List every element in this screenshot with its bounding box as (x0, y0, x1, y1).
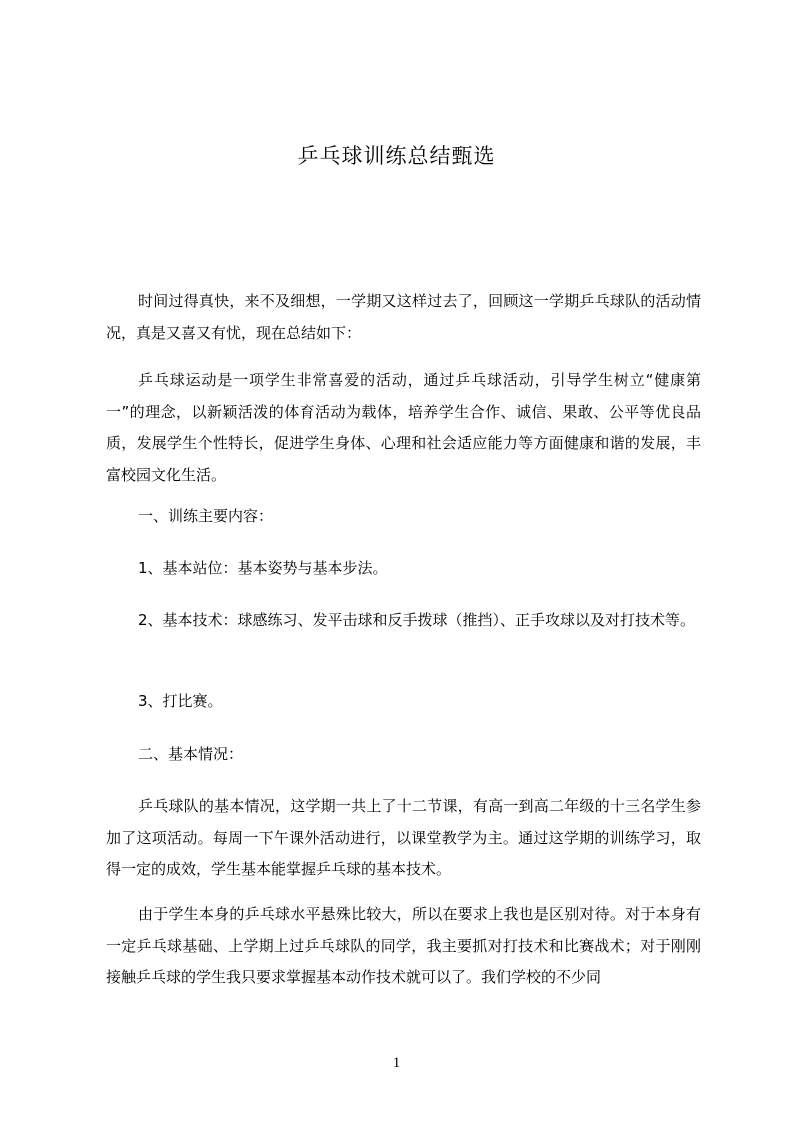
document-title: 乒乓球训练总结甄选 (297, 144, 496, 168)
training-item-match-play: 3、打比赛。 (138, 692, 223, 710)
training-item-basic-technique: 2、基本技术：球感练习、发平击球和反手拨球（推挡）、正手攻球以及对打技术等。 (138, 611, 696, 629)
purpose-paragraph: 乒乓球运动是一项学生非常喜爱的活动，通过乒乓球活动，引导学生树立“健康第一”的理念，以新颖活泼的体育活动为载体，培养学生合作、诚信、果敢、公平等优良品质，发展学生个性特长，促进学生身体、心理和社会适应能力等方面健康和谐的发展，丰富校园文化生活。 (106, 371, 701, 484)
intro-paragraph: 时间过得真快，来不及细想，一学期又这样过去了，回顾这一学期乒乓球队的活动情况，真是又喜又有忧，现在总结如下： (106, 292, 701, 342)
basic-situation-paragraph: 乒乓球队的基本情况，这学期一共上了十二节课，有高一到高二年级的十三名学生参加了这项活动。每周一下午课外活动进行，以课堂教学为主。通过这学期的训练学习，取得一定的成效，学生基本能掌握乒乓球的基本技术。 (106, 797, 701, 878)
section-heading-basic-situation: 二、基本情况： (138, 745, 244, 763)
section-heading-training-content: 一、训练主要内容： (138, 507, 274, 525)
page-number: 1 (392, 1055, 401, 1071)
training-item-basic-stance: 1、基本站位：基本姿势与基本步法。 (138, 559, 388, 577)
skill-level-paragraph: 由于学生本身的乒乓球水平悬殊比较大，所以在要求上我也是区别对待。对于本身有一定乒乓球基础、上学期上过乒乓球队的同学，我主要抓对打技术和比赛战术；对于刚刚接触乒乓球的学生我只要求掌握基本动作技术就可以了。我们学校的不少同 (106, 905, 701, 986)
